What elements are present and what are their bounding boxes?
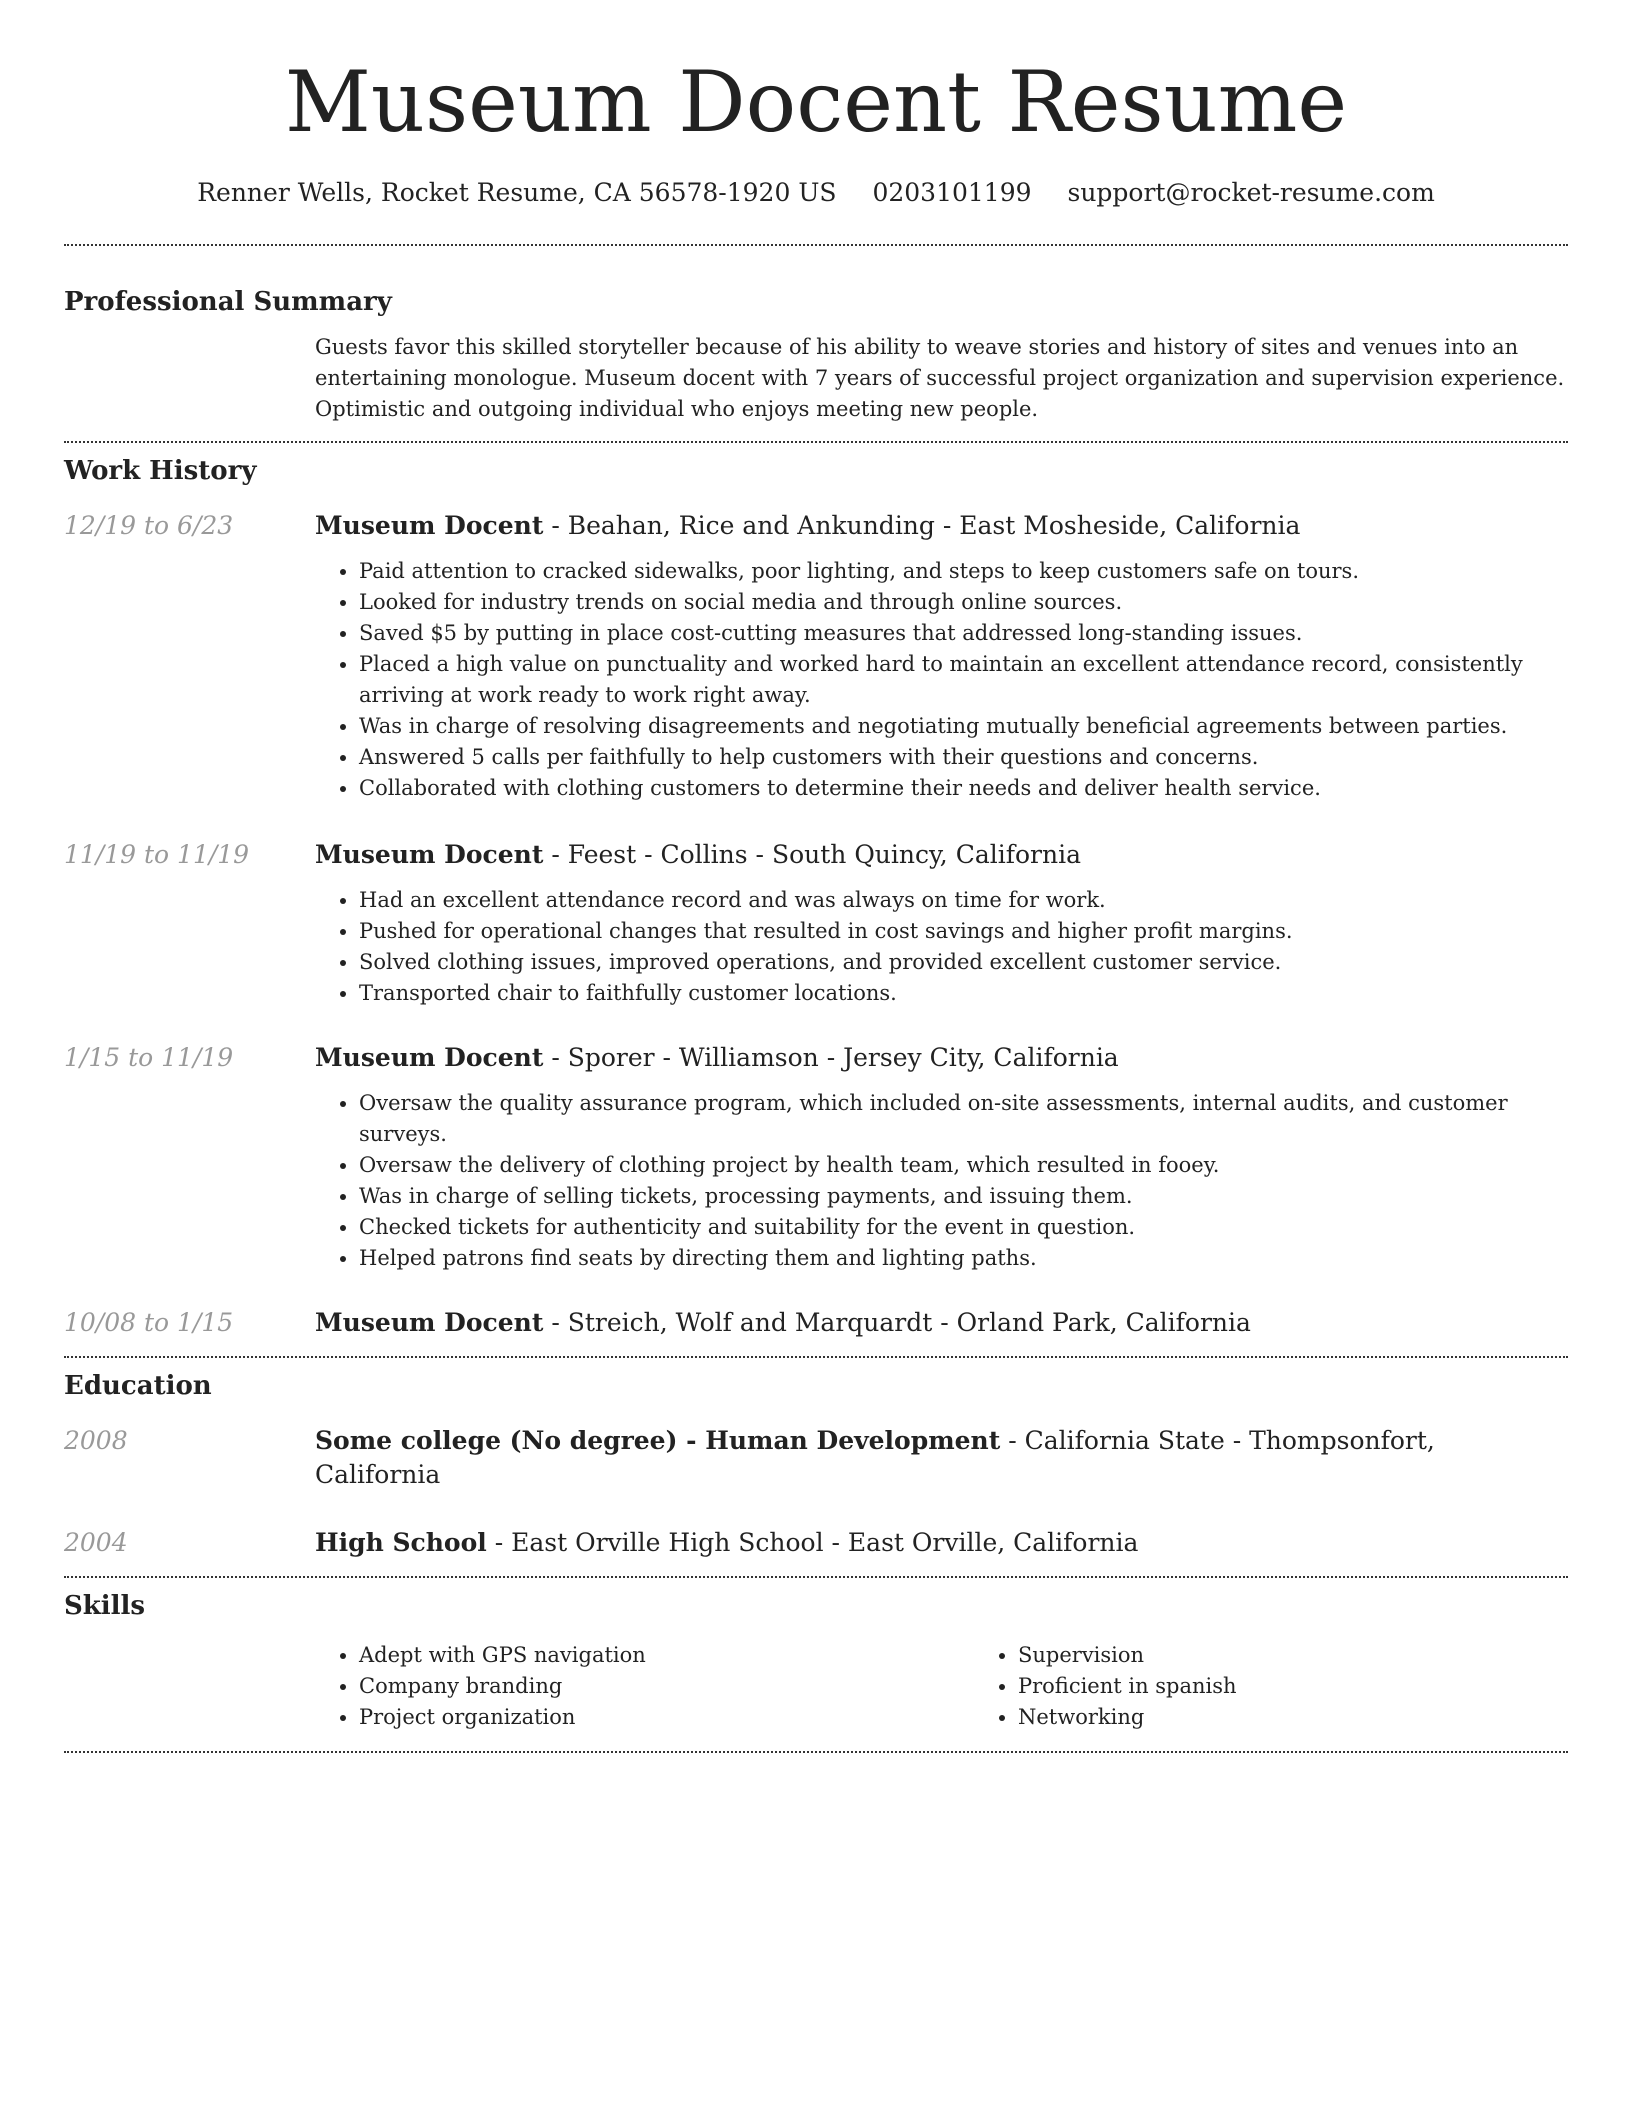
education-entry (64, 1526, 1568, 1560)
contact-phone: 0203101199 (872, 178, 1032, 207)
job-entry (64, 838, 1568, 1009)
job-role: Museum Docent (315, 511, 544, 540)
skills-list-right (974, 1640, 1632, 1733)
job-entry (64, 1306, 1568, 1340)
work-section (64, 443, 1568, 1340)
job-bullets (315, 556, 1568, 804)
education-heading: Education (64, 1371, 212, 1401)
list-item: • Looked for industry trends on social media and through online sources. (359, 587, 1568, 618)
job-dates: 10/08 to 1/15 (64, 1308, 234, 1337)
summary-heading: Professional Summary (64, 287, 392, 317)
job-dates: 1/15 to 11/19 (64, 1043, 234, 1072)
job-title (315, 509, 1568, 543)
work-heading: Work History (64, 456, 257, 486)
education-entry (64, 1424, 1568, 1492)
list-item: • Solved clothing issues, improved operations, and provided excellent customer service. (359, 947, 1568, 978)
list-item: • Oversaw the delivery of clothing project by health team, which resulted in fooey. (359, 1150, 1568, 1181)
job-role: Museum Docent (315, 1043, 544, 1072)
page-title: Museum Docent Resume (284, 53, 1348, 151)
list-item: • Saved $5 by putting in place cost-cutting measures that addressed long-standing issues. (359, 618, 1568, 649)
list-item: • Transported chair to faithfully customer locations. (359, 978, 1568, 1009)
job-entry (64, 1041, 1568, 1274)
summary-section (64, 246, 1568, 425)
job-role: Museum Docent (315, 1308, 544, 1337)
skill-item: • Adept with GPS navigation (359, 1640, 974, 1671)
skill-item: • Company branding (359, 1671, 974, 1702)
list-item: • Oversaw the quality assurance program, which included on-site assessments, internal audits, and customer surveys. (359, 1088, 1568, 1150)
skill-item: • Project organization (359, 1702, 974, 1733)
skills-columns (315, 1640, 1632, 1733)
job-role: Museum Docent (315, 840, 544, 869)
education-school: - East Orville High School - East Orville, California (486, 1528, 1139, 1557)
list-item: • Was in charge of resolving disagreements and negotiating mutually beneficial agreements between parties. (359, 711, 1568, 742)
contact-email: support@rocket-resume.com (1067, 178, 1435, 207)
education-degree: High School (315, 1528, 487, 1557)
job-bullets (315, 885, 1568, 1009)
education-school: - California State - Thompsonfort, California (315, 1426, 1435, 1489)
list-item: • Had an excellent attendance record and was always on time for work. (359, 885, 1568, 916)
job-title (315, 1306, 1568, 1340)
skills-section (64, 1578, 1568, 1733)
job-employer: - Beahan, Rice and Ankunding - East Mosheside, California (543, 511, 1301, 540)
contact-address: Renner Wells, Rocket Resume, CA 56578-1920 US (197, 178, 837, 207)
skill-item: • Proficient in spanish (1018, 1671, 1632, 1702)
education-section (64, 1358, 1568, 1560)
section-divider (64, 1751, 1568, 1753)
job-title (315, 838, 1568, 872)
skill-item: • Supervision (1018, 1640, 1632, 1671)
job-title (315, 1041, 1568, 1075)
job-bullets (315, 1088, 1568, 1274)
education-year: 2008 (64, 1426, 128, 1455)
skill-item: • Networking (1018, 1702, 1632, 1733)
job-dates: 12/19 to 6/23 (64, 511, 234, 540)
education-detail (315, 1424, 1568, 1492)
job-entry (64, 509, 1568, 804)
contact-line (64, 176, 1568, 210)
job-employer: - Sporer - Williamson - Jersey City, California (543, 1043, 1119, 1072)
job-employer: - Feest - Collins - South Quincy, California (543, 840, 1081, 869)
education-degree: Some college (No degree) - Human Development (315, 1426, 1001, 1455)
skills-list-left (315, 1640, 974, 1733)
list-item: • Pushed for operational changes that resulted in cost savings and higher profit margins. (359, 916, 1568, 947)
list-item: • Helped patrons find seats by directing them and lighting paths. (359, 1243, 1568, 1274)
list-item: • Checked tickets for authenticity and suitability for the event in question. (359, 1212, 1568, 1243)
list-item: • Answered 5 calls per faithfully to help customers with their questions and concerns. (359, 742, 1568, 773)
summary-text: Guests favor this skilled storyteller because of his ability to weave stories and history of sites and venues into an entertaining monologue. Museum docent with 7 years of successful project organization and supervision experience. Optimistic and outgoing individual who enjoys meeting new people. (315, 335, 1565, 421)
job-employer: - Streich, Wolf and Marquardt - Orland Park, California (543, 1308, 1251, 1337)
list-item: • Collaborated with clothing customers to determine their needs and deliver health service. (359, 773, 1568, 804)
skills-heading: Skills (64, 1591, 146, 1621)
skills-row (64, 1640, 1568, 1733)
education-detail (315, 1526, 1568, 1560)
summary-row (64, 332, 1568, 425)
job-dates: 11/19 to 11/19 (64, 840, 250, 869)
education-year: 2004 (64, 1528, 128, 1557)
list-item: • Was in charge of selling tickets, processing payments, and issuing them. (359, 1181, 1568, 1212)
list-item: • Placed a high value on punctuality and worked hard to maintain an excellent attendance record, consistently arriving at work ready to work right away. (359, 649, 1568, 711)
list-item: • Paid attention to cracked sidewalks, poor lighting, and steps to keep customers safe on tours. (359, 556, 1568, 587)
